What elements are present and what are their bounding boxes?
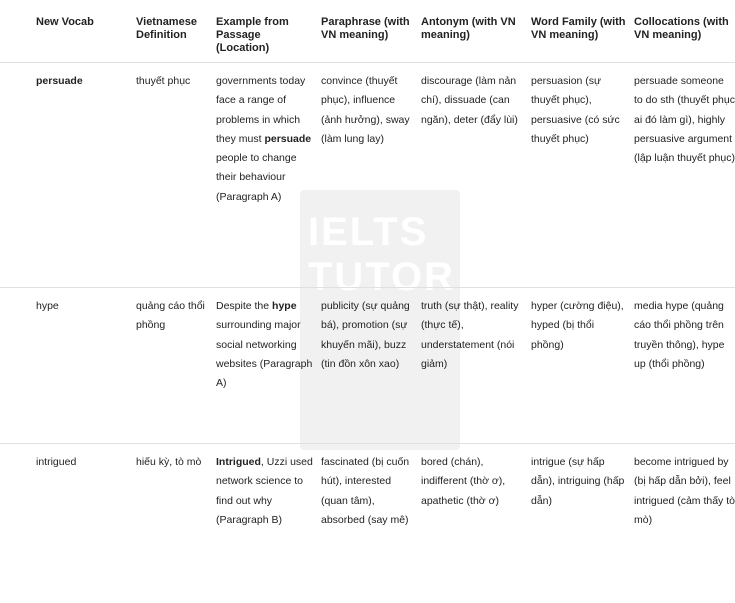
antonym-cell: bored (chán), indifferent (thờ ơ), apathetic (thờ ơ): [413, 444, 523, 603]
header-antonym: Antonym (with VN meaning): [413, 0, 523, 63]
collocations-cell: persuade someone to do sth (thuyết phục ai đó làm gì), highly persuasive argument (lập luận thuyết phục): [626, 63, 735, 288]
word-family-cell: intrigue (sự hấp dẫn), intriguing (hấp dẫn): [523, 444, 626, 603]
paraphrase-cell: convince (thuyết phục), influence (ảnh hưởng), sway (làm lung lay): [313, 63, 413, 288]
paraphrase-cell: publicity (sự quảng bá), promotion (sự khuyến mãi), buzz (tin đồn xôn xao): [313, 288, 413, 444]
vocab-cell: persuade: [0, 63, 128, 288]
example-cell: [208, 288, 313, 444]
example-text: Despite the: [216, 300, 272, 312]
table-row: [0, 444, 735, 603]
example-keyword: hype: [272, 300, 297, 312]
antonym-cell: truth (sự thật), reality (thực tế), understatement (nói giảm): [413, 288, 523, 444]
definition-cell: hiếu kỳ, tò mò: [128, 444, 208, 603]
collocations-cell: become intrigued by (bị hấp dẫn bởi), feel intrigued (cảm thấy tò mò): [626, 444, 735, 603]
definition-cell: thuyết phục: [128, 63, 208, 288]
header-new-vocab: New Vocab: [0, 0, 128, 63]
header-paraphrase: Paraphrase (with VN meaning): [313, 0, 413, 63]
example-text: , Uzzi used network science to find out why (Paragraph B): [216, 456, 313, 526]
word-family-cell: persuasion (sự thuyết phục), persuasive (có sức thuyết phục): [523, 63, 626, 288]
example-cell: [208, 63, 313, 288]
table-row: [0, 288, 735, 444]
header-collocations: Collocations (with VN meaning): [626, 0, 735, 63]
example-keyword: Intrigued: [216, 456, 261, 468]
example-cell: [208, 444, 313, 603]
table-row: [0, 63, 735, 288]
header-row: [0, 0, 735, 63]
vocab-cell: hype: [0, 288, 128, 444]
watermark-text: IELTS TUTOR: [308, 210, 460, 300]
example-text: surrounding major social networking websites (Paragraph A): [216, 319, 312, 389]
example-text: governments today face a range of problems in which they must: [216, 75, 305, 145]
example-keyword: persuade: [264, 133, 311, 145]
antonym-cell: discourage (làm nản chí), dissuade (can ngăn), deter (đẩy lùi): [413, 63, 523, 288]
vocab-cell: intrigued: [0, 444, 128, 603]
collocations-cell: media hype (quảng cáo thổi phồng trên truyền thông), hype up (thổi phồng): [626, 288, 735, 444]
header-example: Example from Passage (Location): [208, 0, 313, 63]
paraphrase-cell: fascinated (bị cuốn hút), interested (quan tâm), absorbed (say mê): [313, 444, 413, 603]
example-text: people to change their behaviour (Paragraph A): [216, 152, 297, 203]
definition-cell: quảng cáo thổi phồng: [128, 288, 208, 444]
word-family-cell: hyper (cường điệu), hyped (bị thổi phồng): [523, 288, 626, 444]
header-vietnamese-definition: Vietnamese Definition: [128, 0, 208, 63]
header-word-family: Word Family (with VN meaning): [523, 0, 626, 63]
